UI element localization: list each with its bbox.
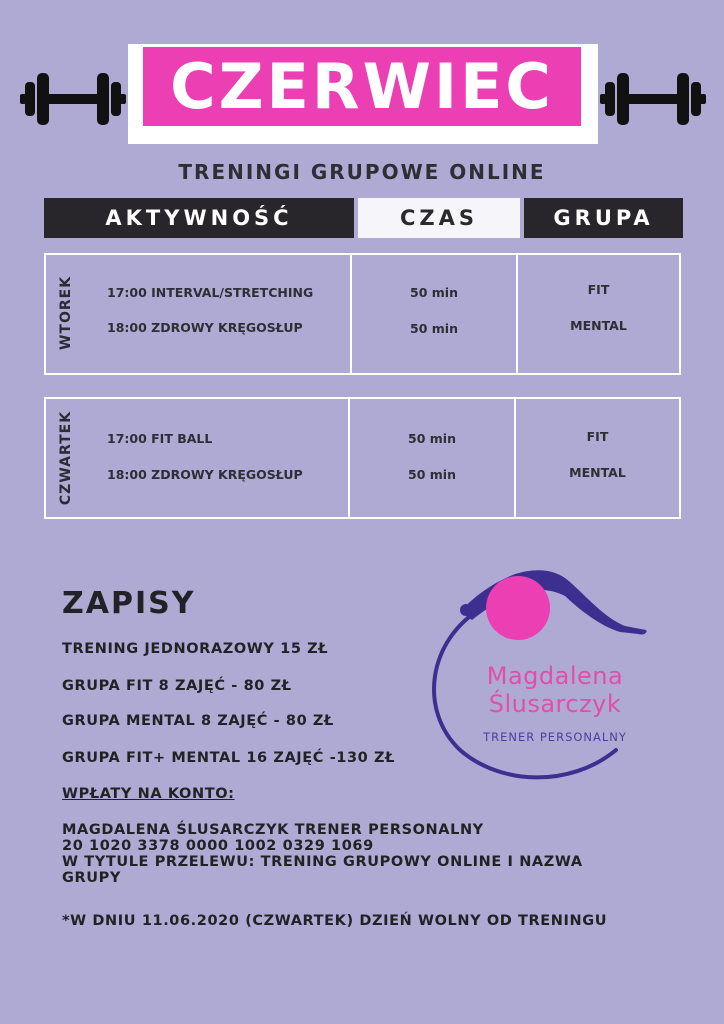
time-cell: 50 min [410,285,458,300]
divider [348,397,350,519]
brand-tagline: TRENER PERSONALNY [483,730,627,744]
title-banner [143,47,581,126]
brand-first-name: Magdalena [486,662,624,690]
payment-heading: WPŁATY NA KONTO: [62,786,235,802]
time-cell: 50 min [410,321,458,336]
activity-cell: 18:00 ZDROWY KRĘGOSŁUP [107,467,303,482]
column-header-activity: AKTYWNOŚĆ [44,198,354,238]
brand-last-name: Ślusarczyk [488,690,622,718]
price-line: GRUPA FIT+ MENTAL 16 ZAJĘĆ -130 ZŁ [62,750,396,766]
activity-cell: 17:00 FIT BALL [107,431,213,446]
schedule-block-tuesday [44,253,681,375]
column-header-group: GRUPA [524,198,683,238]
dumbbell-right-icon [600,70,706,128]
time-cell: 50 min [408,431,456,446]
group-cell: FIT [587,282,610,297]
price-line: TRENING JEDNORAZOWY 15 ZŁ [62,641,329,657]
column-header-time: CZAS [358,198,520,238]
group-cell: FIT [586,429,609,444]
price-line: GRUPA FIT 8 ZAJĘĆ - 80 ZŁ [62,678,292,694]
page-subtitle: TRENINGI GRUPOWE ONLINE [178,160,546,184]
payment-line: 20 1020 3378 0000 1002 0329 1069 [62,838,374,854]
time-cell: 50 min [408,467,456,482]
divider [516,253,518,375]
payment-line: W TYTULE PRZELEWU: TRENING GRUPOWY ONLINE I NAZWA GRUPY [62,854,583,886]
activity-cell: 17:00 INTERVAL/STRETCHING [107,285,314,300]
dumbbell-left-icon [20,70,126,128]
schedule-block-thursday [44,397,681,519]
signup-heading: ZAPISY [62,586,196,621]
group-cell: MENTAL [569,465,626,480]
day-label: WTOREK [58,275,74,351]
holiday-note: *W DNIU 11.06.2020 (CZWARTEK) DZIEŃ WOLNY OD TRENINGU [62,913,608,929]
page-title: CZERWIEC [170,49,554,123]
group-cell: MENTAL [570,318,627,333]
day-label: CZWARTEK [58,410,74,506]
activity-cell: 18:00 ZDROWY KRĘGOSŁUP [107,320,303,335]
price-line: GRUPA MENTAL 8 ZAJĘĆ - 80 ZŁ [62,713,334,729]
divider [514,397,516,519]
divider [350,253,352,375]
payment-details [62,822,622,886]
payment-line: MAGDALENA ŚLUSARCZYK TRENER PERSONALNY [62,822,484,838]
